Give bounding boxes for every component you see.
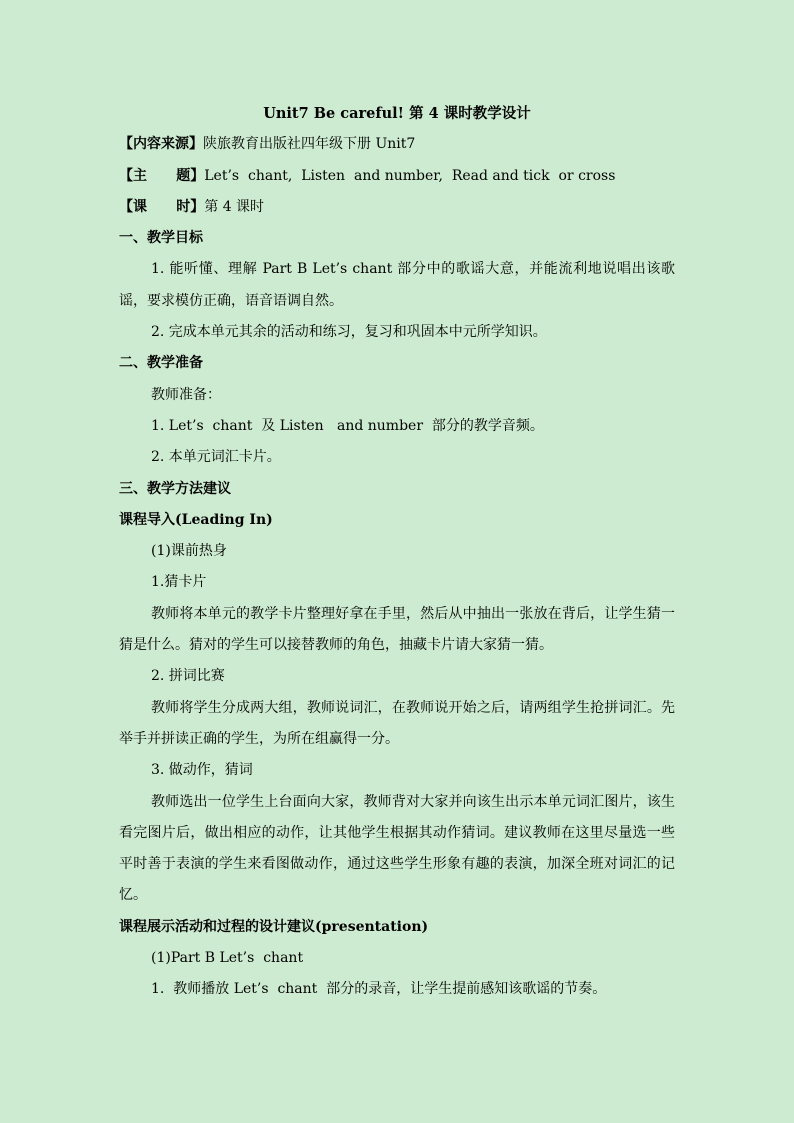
meta-period-label: 【课 时】 bbox=[119, 198, 205, 215]
document-title: Unit7 Be careful! 第 4 课时教学设计 bbox=[263, 105, 531, 122]
meta-source bbox=[119, 129, 675, 160]
part-b-label: (1)Part B Let’s chant bbox=[151, 950, 304, 967]
activity3-title: 3. 做动作，猜词 bbox=[151, 762, 253, 779]
leading-in-heading: 课程导入(Leading In) bbox=[119, 511, 273, 528]
meta-source-label: 【内容来源】 bbox=[119, 136, 203, 153]
activity1-body: 教师将本单元的教学卡片整理好拿在手里，然后从中抽出一张放在背后，让学生猜一猜是什么。猜对的学生可以接替教师的角色，抽藏卡片请大家猜一猜。 bbox=[119, 605, 675, 654]
section2-heading: 二、教学准备 bbox=[119, 355, 203, 372]
section3-heading: 三、教学方法建议 bbox=[119, 480, 231, 497]
meta-period-value: 第 4 课时 bbox=[204, 198, 265, 215]
meta-topic-label: 【主 题】 bbox=[119, 167, 205, 184]
chant-step-1: 1. 教师播放 Let’s chant 部分的录音，让学生提前感知该歌谣的节奏。 bbox=[151, 981, 607, 998]
document-page bbox=[119, 98, 675, 1006]
prep-item-1: 1. Let’s chant 及 Listen and number 部分的教学音频。 bbox=[151, 417, 544, 434]
activity2-title: 2. 拼词比赛 bbox=[151, 668, 225, 685]
presentation-heading: 课程展示活动和过程的设计建议(presentation) bbox=[119, 918, 429, 935]
activity1-title: 1.猜卡片 bbox=[151, 574, 207, 591]
meta-period bbox=[119, 192, 675, 223]
meta-topic-value: Let’s chant, Listen and number, Read and tick or cross bbox=[204, 167, 616, 184]
goal-item-2: 2. 完成本单元其余的活动和练习，复习和巩固本中元所学知识。 bbox=[151, 324, 547, 341]
activity2-body: 教师将学生分成两大组，教师说词汇，在教师说开始之后，请两组学生抢拼词汇。先举手并拼读正确的学生，为所在组赢得一分。 bbox=[119, 699, 675, 747]
activity3-body: 教师选出一位学生上台面向大家，教师背对大家并向该生出示本单元词汇图片，该生看完图片后，做出相应的动作，让其他学生根据其动作猜词。建议教师在这里尽量选一些平时善于表演的学生来看图做动作，通过这些学生形象有趣的表演，加深全班对词汇的记忆。 bbox=[119, 793, 675, 904]
prep-sub: 教师准备： bbox=[151, 386, 221, 403]
section1-heading: 一、教学目标 bbox=[119, 230, 203, 247]
meta-source-value: 陕旅教育出版社四年级下册 Unit7 bbox=[203, 136, 416, 153]
goal-item-1: 1. 能听懂、理解 Part B Let’s chant 部分中的歌谣大意，并能流利地说唱出该歌谣，要求模仿正确，语音语调自然。 bbox=[119, 261, 675, 309]
warmup-label: (1)课前热身 bbox=[151, 543, 227, 560]
prep-item-2: 2. 本单元词汇卡片。 bbox=[151, 449, 281, 466]
meta-topic bbox=[119, 161, 675, 192]
